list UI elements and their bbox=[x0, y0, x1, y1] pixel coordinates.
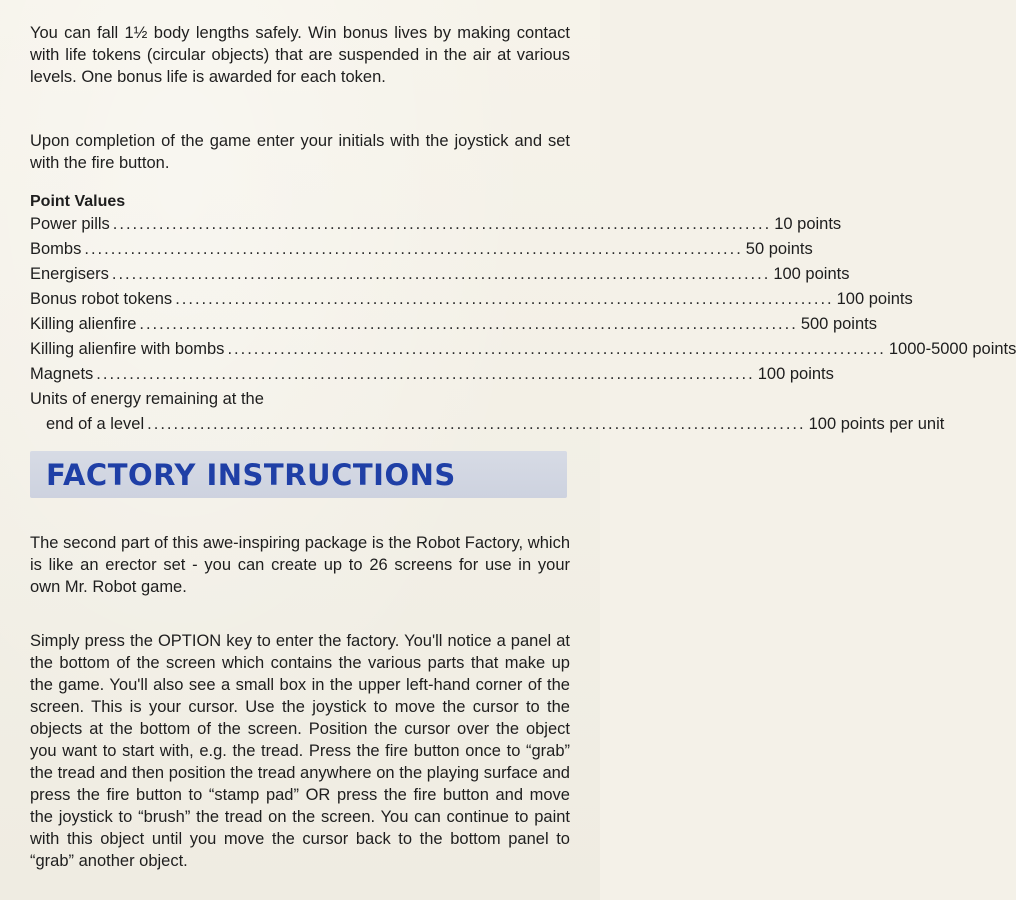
leader-dots: .................................................................................................... bbox=[227, 340, 886, 358]
point-row bbox=[30, 362, 834, 387]
leader-dots: .................................................................................................... bbox=[111, 265, 771, 283]
point-label: Killing alienfire with bombs bbox=[30, 340, 225, 358]
point-value: 500 points bbox=[800, 315, 877, 333]
factory-instructions-banner bbox=[30, 451, 567, 498]
point-value: 50 points bbox=[745, 240, 813, 258]
point-label: Bonus robot tokens bbox=[30, 290, 173, 308]
point-row bbox=[30, 287, 913, 312]
intro-paragraph-falling: You can fall 1½ body lengths safely. Win bonus lives by making contact with life tokens (circular objects) that are suspended in the air at various levels. One bonus life is awarded for each token. bbox=[30, 24, 570, 86]
point-values-heading: Point Values bbox=[30, 193, 126, 210]
factory-instructions-heading: FACTORY INSTRUCTIONS bbox=[46, 458, 456, 492]
factory-paragraph-howto: Simply press the OPTION key to enter the factory. You'll notice a panel at the bottom of the screen which contains the various parts that make up the game. You'll also see a small box in the upper left-hand corner of the screen. This is your cursor. Use the joystick to move the cursor to the objects at the bottom of the screen. Position the cursor over the object you want to start with, e.g. the tread. Press the fire button once to “grab” the tread and then position the tread anywhere on the playing surface and press the fire button to “stamp pad” OR press the fire button and move the joystick to “brush” the tread on the screen. You can continue to paint with this object until you move the cursor back to the bottom panel to “grab” another object. bbox=[30, 632, 570, 870]
point-value: 10 points bbox=[774, 215, 842, 233]
leader-dots: .................................................................................................... bbox=[112, 215, 772, 233]
point-row bbox=[30, 212, 842, 237]
point-values-table bbox=[30, 212, 1016, 437]
point-value: 100 points bbox=[773, 265, 850, 283]
point-row bbox=[30, 262, 850, 287]
point-row-energy bbox=[30, 412, 945, 437]
point-value: 100 points bbox=[757, 365, 834, 383]
energy-label-line2: end of a level bbox=[46, 415, 145, 433]
leader-dots: .................................................................................................... bbox=[147, 415, 806, 433]
point-label: Bombs bbox=[30, 240, 82, 258]
point-row bbox=[30, 237, 813, 262]
point-label: Killing alienfire bbox=[30, 315, 137, 333]
point-value: 100 points bbox=[836, 290, 913, 308]
point-value: 1000-5000 points bbox=[888, 340, 1016, 358]
energy-label-line1: Units of energy remaining at the bbox=[30, 390, 264, 408]
energy-value: 100 points per unit bbox=[808, 415, 945, 433]
intro-paragraph-initials: Upon completion of the game enter your initials with the joystick and set with the fire button. bbox=[30, 132, 570, 172]
leader-dots: .................................................................................................... bbox=[84, 240, 743, 258]
leader-dots: .................................................................................................... bbox=[175, 290, 834, 308]
leader-dots: .................................................................................................... bbox=[96, 365, 755, 383]
point-label: Power pills bbox=[30, 215, 110, 233]
point-label: Magnets bbox=[30, 365, 94, 383]
leader-dots: .................................................................................................... bbox=[139, 315, 798, 333]
point-label: Energisers bbox=[30, 265, 109, 283]
point-row bbox=[30, 312, 877, 337]
point-row bbox=[30, 337, 1016, 362]
factory-paragraph-intro: The second part of this awe-inspiring package is the Robot Factory, which is like an erector set - you can create up to 26 screens for use in your own Mr. Robot game. bbox=[30, 534, 570, 596]
